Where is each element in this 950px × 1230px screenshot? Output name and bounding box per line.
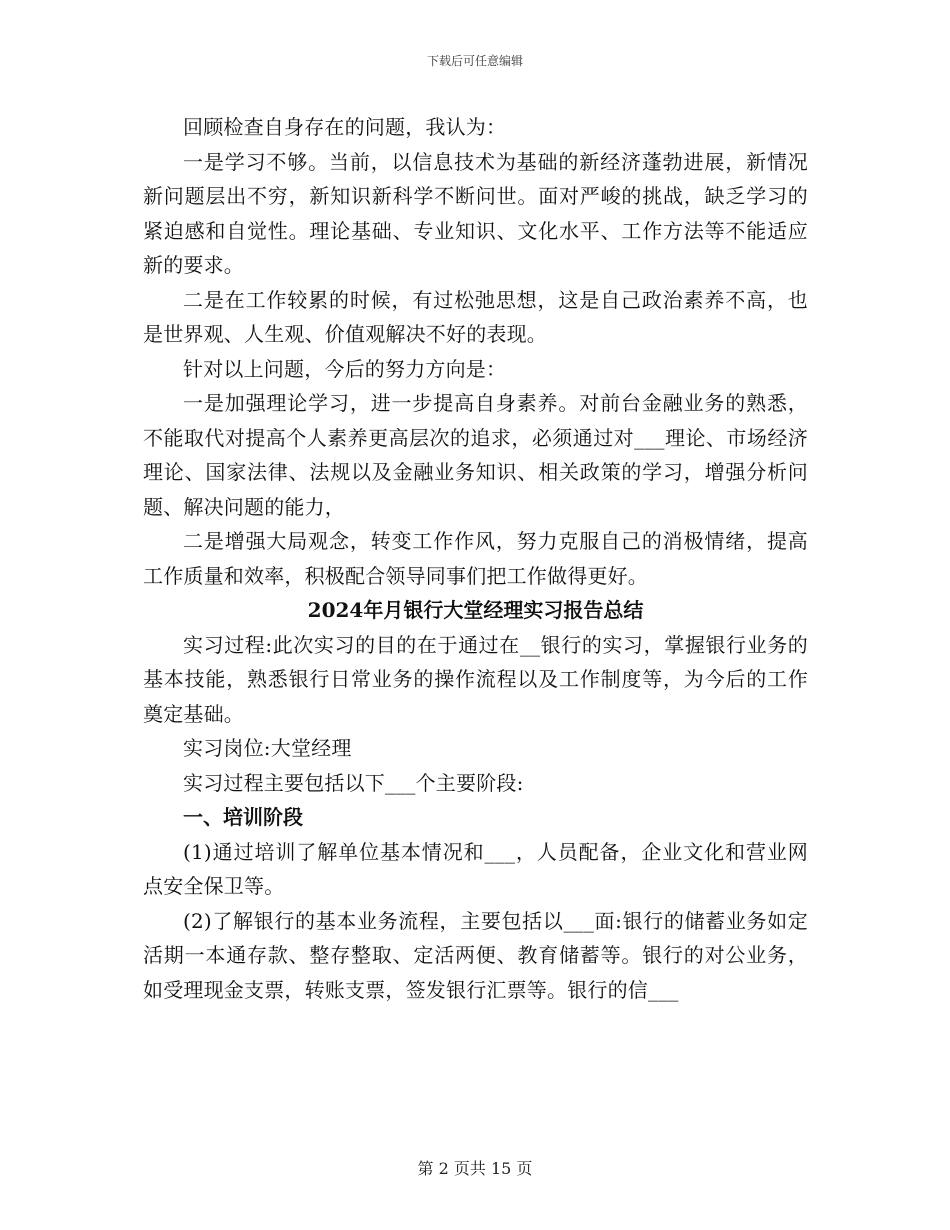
page-header: 下载后可任意编辑 [426,54,523,68]
document-body [143,110,808,1007]
paragraph: 回顾检查自身存在的问题，我认为： [183,115,507,139]
paragraph: 实习过程:此次实习的目的在于通过在__银行的实习，掌握银行业务的基本技能，熟悉银行日常业务的操作流程以及工作制度等，为今后的工作奠定基础。 [143,632,808,726]
paragraph: 实习岗位:大堂经理 [183,736,352,760]
paragraph: 一是加强理论学习，进一步提高自身素养。对前台金融业务的熟悉，不能取代对提高个人素养更高层次的追求，必须通过对___理论、市场经济理论、国家法律、法规以及金融业务知识、相关政策的学习，增强分析问题、解决问题的能力， [143,391,808,519]
paragraph: 针对以上问题，今后的努力方向是： [183,356,507,381]
paragraph: (1)通过培训了解单位基本情况和___，人员配备，企业文化和营业网点安全保卫等。 [143,839,808,898]
paragraph: 二是增强大局观念，转变工作作风，努力克服自己的消极情绪，提高工作质量和效率，积极配合领导同事们把工作做得更好。 [143,529,808,588]
subheading: 一、培训阶段 [183,805,303,829]
paragraph: 二是在工作较累的时候，有过松弛思想，这是自己政治素养不高，也是世界观、人生观、价值观解决不好的表现。 [143,287,808,346]
paragraph: 一是学习不够。当前，以信息技术为基础的新经济蓬勃进展，新情况新问题层出不穷，新知识新科学不断问世。面对严峻的挑战，缺乏学习的紧迫感和自觉性。理论基础、专业知识、文化水平、工作方法等不能适应新的要求。 [143,149,808,277]
paragraph: (2)了解银行的基本业务流程，主要包括以___面:银行的储蓄业务如定活期一本通存款、整存整取、定活两便、教育储蓄等。银行的对公业务，如受理现金支票，转账支票，签发银行汇票等。银行的信___ [143,908,808,1002]
paragraph: 实习过程主要包括以下___个主要阶段: [183,770,524,795]
page-footer: 第 2 页共 15 页 [417,1159,533,1178]
section-title: 2024年月银行大堂经理实习报告总结 [307,598,644,622]
